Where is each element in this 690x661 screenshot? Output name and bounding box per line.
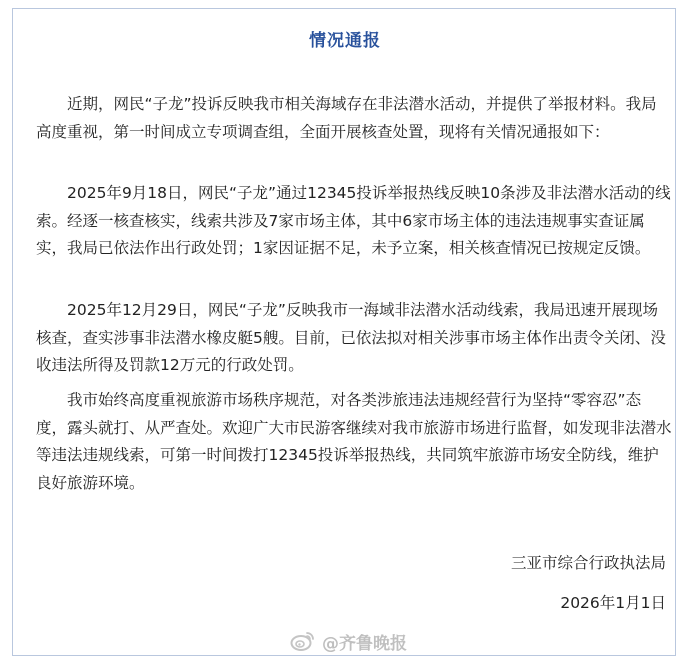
notice-title: 情况通报	[309, 31, 381, 51]
paragraph-second-report: 2025年12月29日，网民“子龙”反映我市一海域非法潜水活动线索，我局迅速开展现场核查，查实涉事非法潜水橡皮艇5艘。目前，已依法拟对相关涉事市场主体作出责令关闭、没收违法所得及罚款12万元的行政处罚。	[36, 301, 666, 374]
paragraph-intro: 近期，网民“子龙”投诉反映我市相关海域存在非法潜水活动，并提供了举报材料。我局高度重视，第一时间成立专项调查组，全面开展核查处置，现将有关情况通报如下：	[36, 95, 657, 141]
weibo-logo-icon	[290, 630, 316, 652]
issuing-organization: 三亚市综合行政执法局	[510, 554, 666, 572]
issue-date: 2026年1月1日	[560, 594, 666, 612]
watermark	[290, 627, 407, 655]
paragraph-conclusion: 我市始终高度重视旅游市场秩序规范，对各类涉旅违法违规经营行为坚持“零容忍”态度，露头就打、从严查处。欢迎广大市民游客继续对我市旅游市场进行监督，如发现非法潜水等违法违规线索，可第一时间拨打12345投诉举报热线，共同筑牢旅游市场安全防线，维护良好旅游环境。	[36, 391, 672, 492]
paragraph-first-report: 2025年9月18日，网民“子龙”通过12345投诉举报热线反映10条涉及非法潜水活动的线索。经逐一核查核实，线索共涉及7家市场主体，其中6家市场主体的违法违规事实查证属实，我局已依法作出行政处罚；1家因证据不足，未予立案，相关核查情况已按规定反馈。	[36, 184, 671, 257]
watermark-text: @齐鲁晚报	[322, 633, 407, 654]
